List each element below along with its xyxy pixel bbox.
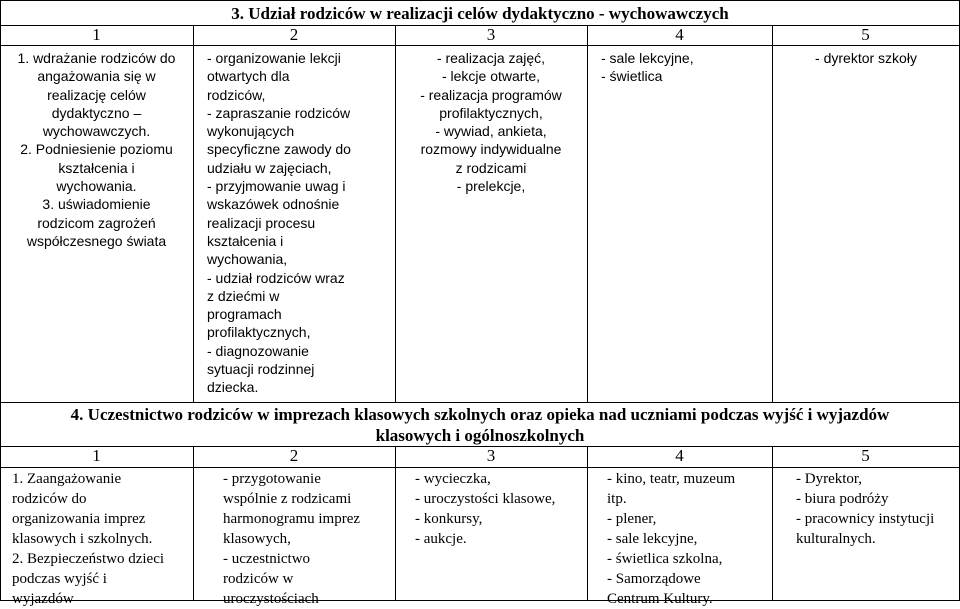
rule-s3-body-bottom (0, 402, 960, 403)
s3-cell-tasks: - organizowanie lekcji otwartych dla rodziców, - zapraszanie rodziców wykonujących specyficzne zawody do udziału w zajęciach, - przyjmowanie uwag i wskazówek odnośnie realizacji procesu kształcenia i wychowania, - udział rodziców wraz z dziećmi w programach profilaktycznych, - diagnozowanie sytuacji rodzinnej dziecka. (207, 50, 351, 396)
s4-cell-goals: 1. Zaangażowanie rodziców do organizowania imprez klasowych i szkolnych. 2. Bezpieczeństwo dzieci podczas wyjść i wyjazdów (12, 471, 165, 607)
s3-colnum-4: 4 (675, 25, 684, 44)
s3-colnum-1: 1 (92, 25, 101, 44)
section3-title: 3. Udział rodziców w realizacji celów dydaktyczno - wychowawczych (231, 4, 729, 23)
s4-colnum-3: 3 (486, 446, 496, 465)
rule-s3-col3 (587, 25, 588, 402)
s4-colnum-5: 5 (861, 446, 870, 465)
rule-top (0, 0, 960, 1)
s4-colnum-4: 4 (675, 446, 684, 465)
s3-colnum-3: 3 (486, 25, 496, 44)
rule-s3-numbers-bottom (0, 45, 960, 46)
rule-s3-col1 (193, 25, 194, 402)
s3-cell-goals: 1. wdrażanie rodziców do angażowania się w realizację celów dydaktyczno – wychowawczych. 2. Podniesienie poziomu kształcenia i wychowania. 3. uświadomienie rodzicom zagrożeń współczesnego świata (17, 50, 176, 249)
rule-s4-col1 (193, 446, 194, 601)
rule-left-edge (0, 0, 1, 601)
s4-cell-tasks: - przygotowanie wspólnie z rodzicami harmonogramu imprez klasowych, - uczestnictwo rodziców w uroczystościach (223, 471, 361, 607)
section4-title-line2: klasowych i ogólnoszkolnych (375, 426, 585, 445)
rule-s4-numbers-bottom (0, 467, 960, 468)
s3-colnum-5: 5 (861, 25, 870, 44)
rule-s4-col2 (395, 446, 396, 601)
rule-s3-col2 (395, 25, 396, 402)
s3-colnum-2: 2 (289, 25, 299, 44)
s3-cell-place: - sale lekcyjne, - świetlica (601, 50, 694, 85)
rule-s3-col4 (772, 25, 773, 402)
s4-cell-place: - kino, teatr, muzeum itp. - plener, - sale lekcyjne, - świetlica szkolna, - Samorządowe Centrum Kultury. (607, 471, 736, 607)
s4-colnum-2: 2 (289, 446, 299, 465)
s3-cell-responsible: - dyrektor szkoły (815, 50, 917, 66)
s4-colnum-1: 1 (92, 446, 101, 465)
s3-cell-forms: - realizacja zajęć, - lekcje otwarte, - realizacja programów profilaktycznych, - wywiad, ankieta, rozmowy indywidualne z rodzicami - prelekcje, (420, 50, 562, 195)
section4-title-line1: 4. Uczestnictwo rodziców w imprezach klasowych szkolnych oraz opieka nad uczniami podczas wyjść i wyjazdów (70, 405, 890, 424)
rule-s4-col4 (772, 446, 773, 601)
s4-cell-forms: - wycieczka, - uroczystości klasowe, - konkursy, - aukcje. (415, 471, 556, 547)
s4-cell-responsible: - Dyrektor, - biura podróży - pracownicy instytucji kulturalnych. (796, 471, 935, 547)
rule-s4-col3 (587, 446, 588, 601)
